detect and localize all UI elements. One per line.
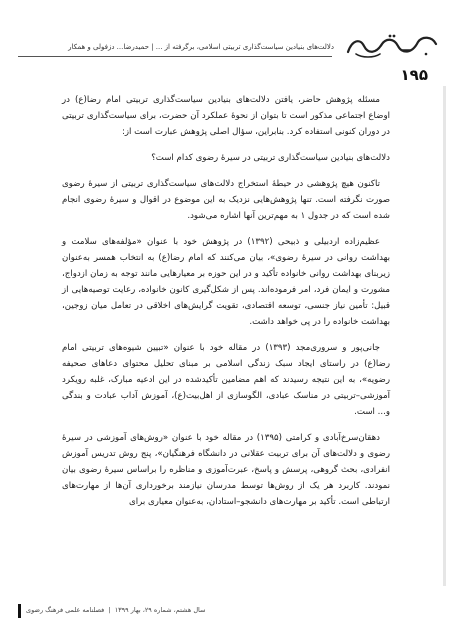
article-body xyxy=(62,92,390,520)
paragraph-dehghan-study: دهقان‌سرخ‌آبادی و کرامتی (۱۳۹۵) در مقاله خود با عنوان «روش‌های آموزشی در سیرهٔ رضوی و دلالت‌های آن برای تربیت عقلانی در دانشگاه فرهنگیان»، پنج روش تدریس آموزش انفرادی، بحث گروهی، پرسش و پاسخ، عبرت‌آموزی و مناظره را براساس سیرهٔ رضوی بیان نمودند. کاربرد هر یک از روش‌ها توسط مدرسان نیازمند برخورداری آن‌ها از مهارت‌های ارتباطی است. تأکید بر مهارت‌های دانشجو–استادان، به‌عنوان معیاری برای xyxy=(62,433,390,507)
page-number: ۱۹۵ xyxy=(400,66,428,84)
journal-logo xyxy=(342,32,442,60)
research-question: دلالت‌های بنیادین سیاست‌گذاری تربیتی در سیرهٔ رضوی کدام است؟ xyxy=(151,153,390,163)
footer-mark xyxy=(18,604,21,618)
paragraph-janipour-study: جانی‌پور و سروری‌مجد (۱۳۹۳) در مقاله خود با عنوان «تبیین شیوه‌های تربیتی امام رضا(ع) در راستای ایجاد سبک زندگی اسلامی بر مبنای تحلیل محتوای دعاهای صحیفه رضویه»، به این نتیجه رسیدند که اهم مضامین تأکیدشده در این ادعیه مبارک، غلبه رویکرد آموزشی–تربیتی در مناسک عبادی، الگوسازی از اهل‌بیت(ع)، آموزش آداب عبادت و بندگی و... است. xyxy=(62,343,390,417)
margin-bar xyxy=(443,86,446,586)
footer-issue-info: سال هشتم، شماره ۲۹، بهار ۱۳۹۹ xyxy=(114,606,206,614)
running-title: دلالت‌های بنیادین سیاست‌گذاری تربیتی اسلامی، برگرفته از ... | حمیدرضا... دزفولی و همکار xyxy=(68,43,334,51)
footer-journal-name: فصلنامه علمی فرهنگ رضوی xyxy=(26,606,105,614)
page-footer xyxy=(18,604,248,618)
page-header xyxy=(18,36,442,62)
paragraph-research-problem: مسئله پژوهش حاضر، یافتن دلالت‌های بنیادین سیاست‌گذاری تربیتی امام رضا(ع) در اوضاع اجتماعی مذکور است تا بتوان از نحوهٔ عملکرد آن حضرت، برای سیاست‌گذاری تربیتی در دوران کنونی استفاده کرد. بنابراین، سؤال اصلی پژوهش عبارت است از: xyxy=(62,95,390,137)
paragraph-literature-intro: تاکنون هیچ پژوهشی در حیطهٔ استخراج دلالت‌های سیاست‌گذاری تربیتی از سیرهٔ رضوی صورت نگرفته است. تنها پژوهش‌هایی نزدیک به این موضوع در اقوال و سیرهٔ رضوی انجام شده است که در جدول ۱ به مهم‌ترین آنها اشاره می‌شود. xyxy=(62,179,390,221)
paragraph-azimzadeh-study: عظیم‌زاده اردبیلی و ذبیحی (۱۳۹۲) در پژوهش خود با عنوان «مؤلفه‌های سلامت و بهداشت روانی در سیرهٔ رضوی»، بیان می‌کنند که امام رضا(ع) به انتخاب همسر به‌عنوان زیربنای بهداشت روانی خانواده تأکید و در این حوزه بر معیارهایی مانند توجه به زمان ازدواج، مشورت و ایمان فرد، امر فرموده‌اند. پس از شکل‌گیری کانون خانواده، رعایت توصیه‌هایی از قبیل: تأمین نیاز جنسی، توسعه اقتصادی، تقویت گرایش‌های اخلاقی در تعامل میان زوجین، بهداشت خانواده را در پی خواهد داشت. xyxy=(62,237,390,327)
footer-text: سال هشتم، شماره ۲۹، بهار ۱۳۹۹ | فصلنامه علمی فرهنگ رضوی xyxy=(26,606,206,614)
header-rule xyxy=(18,56,332,57)
